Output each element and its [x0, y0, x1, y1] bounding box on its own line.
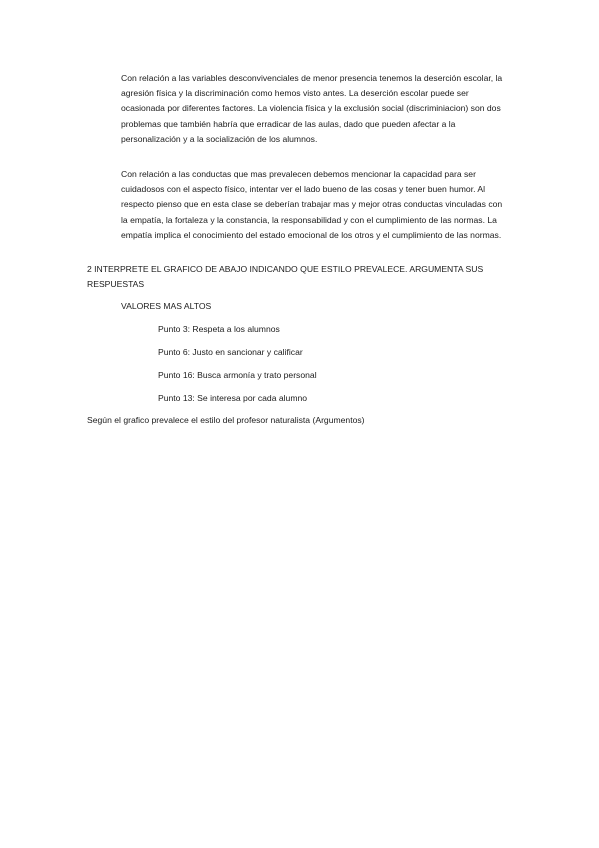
list-item: Punto 6: Justo en sancionar y calificar — [158, 347, 303, 357]
list-item: Punto 16: Busca armonía y trato personal — [158, 370, 317, 380]
list-item: Punto 3: Respeta a los alumnos — [158, 324, 280, 334]
paragraph-desconvivenciales: Con relación a las variables desconvivenciales de menor presencia tenemos la deserción escolar, la agresión física y la discriminación como hemos visto antes. La deserción escolar puede ser ocasionada por diferentes factores. La violencia física y la exclusión social (discriminiacion) son dos problemas que también habría que erradicar de las aulas, dado que pueden afectar a la personalización y a la socialización de los alumnos. — [121, 73, 503, 144]
list-item: Punto 13: Se interesa por cada alumno — [158, 393, 308, 403]
paragraph-conductas: Con relación a las conductas que mas prevalecen debemos mencionar la capacidad para ser cuidadosos con el aspecto físico, intentar ver el lado bueno de las cosas y tener buen humor. Al respecto pienso que en esta clase se deberían trabajar mas y mejor otras conductas vinculadas con la empatía, la fortaleza y la constancia, la responsabilidad y con el cumplimiento de las normas. La empatía implica el conocimiento del estado emocional de los otros y el cumplimiento de las normas. — [121, 169, 503, 240]
values-heading: VALORES MAS ALTOS — [121, 301, 212, 311]
values-list — [158, 322, 317, 414]
question-heading: 2 INTERPRETE EL GRAFICO DE ABAJO INDICANDO QUE ESTILO PREVALECE. ARGUMENTA SUS RESPUESTAS — [87, 264, 484, 289]
conclusion-text: Según el grafico prevalece el estilo del profesor naturalista (Argumentos) — [87, 415, 365, 425]
